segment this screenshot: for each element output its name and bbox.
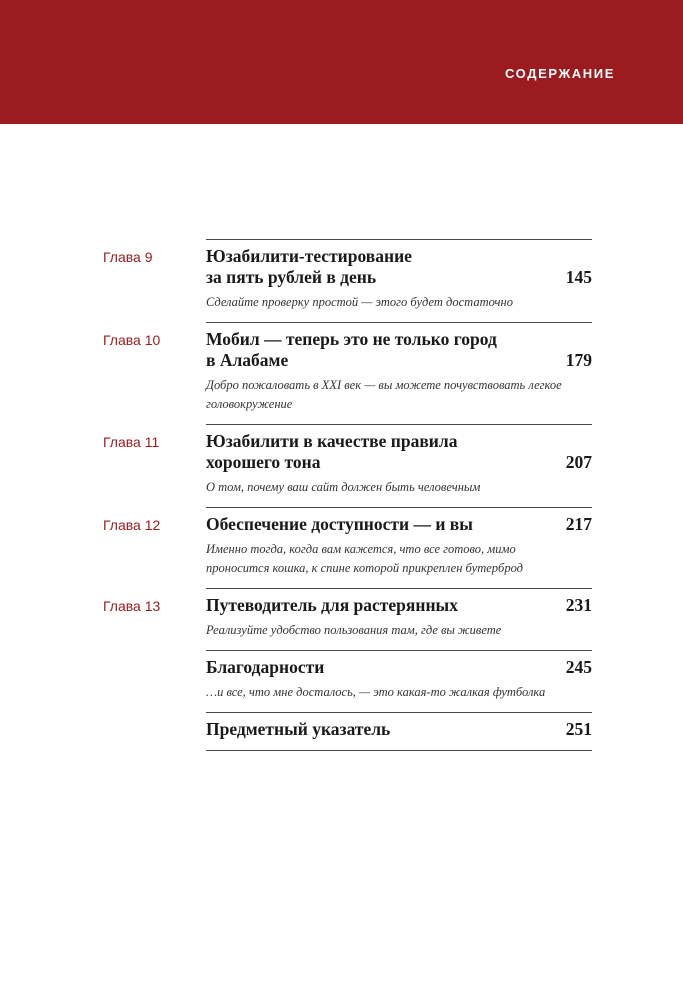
toc-entry[interactable]	[0, 650, 683, 712]
toc-entry-title-line: в Алабаме	[206, 350, 289, 370]
toc-entry-head	[206, 329, 592, 371]
toc-entry-title-line: Путеводитель для растерянных	[206, 595, 458, 615]
toc-entry-subtitle-line: Именно тогда, когда вам кажется, что все готово, мимо	[206, 542, 516, 556]
page-number: 145	[565, 267, 592, 287]
chapter-label: Глава 9	[103, 249, 153, 265]
toc-entry-head	[206, 514, 592, 535]
toc-entry-body	[206, 424, 592, 507]
toc-entry[interactable]	[0, 322, 683, 424]
toc-entry-subtitle	[206, 621, 592, 640]
toc-entry-body	[206, 650, 592, 712]
page-number: 251	[565, 719, 592, 739]
toc-entry-subtitle-line: Добро пожаловать в XXI век — вы можете почувствовать легкое	[206, 378, 562, 392]
toc-entry-head	[206, 719, 592, 740]
toc-entry-title-line: хорошего тона	[206, 452, 321, 472]
toc-entry-subtitle-line: Реализуйте удобство пользования там, где вы живете	[206, 623, 502, 637]
toc-entry-title-line: Благодарности	[206, 657, 325, 677]
page-number: 231	[565, 595, 592, 615]
toc-entry[interactable]	[0, 507, 683, 588]
page-title: СОДЕРЖАНИЕ	[505, 66, 615, 81]
toc-entry-title-line: Юзабилити в качестве правила	[206, 431, 458, 451]
page-number: 217	[565, 514, 592, 534]
toc-end-rule	[206, 750, 592, 752]
chapter-label: Глава 10	[103, 332, 161, 348]
toc-entry-title-line: Мобил — теперь это не только город	[206, 329, 497, 349]
toc-entry-subtitle	[206, 540, 592, 578]
toc-entry[interactable]	[0, 712, 683, 750]
toc-entry-title-line: за пять рублей в день	[206, 267, 377, 287]
toc-entry-subtitle	[206, 683, 592, 702]
page-number: 245	[565, 657, 592, 677]
toc-entry-body	[206, 712, 592, 750]
toc-entry[interactable]	[0, 588, 683, 650]
toc-entry-subtitle-line: Сделайте проверку простой — этого будет достаточно	[206, 295, 513, 309]
toc-entry-subtitle-line: …и все, что мне досталось, — это какая-то жалкая футболка	[206, 685, 546, 699]
toc-entry-subtitle-line: О том, почему ваш сайт должен быть человечным	[206, 480, 481, 494]
toc-entry-subtitle	[206, 478, 592, 497]
toc-entry-subtitle-line: головокружение	[206, 397, 293, 411]
toc-entry-subtitle	[206, 376, 592, 414]
toc-entry-head	[206, 431, 592, 473]
toc-entry-head	[206, 657, 592, 678]
toc-entry-subtitle-line: проносится кошка, к спине которой прикреплен бутерброд	[206, 561, 523, 575]
toc-entry-body	[206, 239, 592, 322]
toc-entry-body	[206, 507, 592, 588]
toc-entry-body	[206, 322, 592, 424]
toc-entry-body	[206, 588, 592, 650]
toc-entry-title-line: Юзабилити-тестирование	[206, 246, 412, 266]
chapter-label: Глава 13	[103, 598, 161, 614]
toc-entry-title-line: Обеспечение доступности — и вы	[206, 514, 473, 534]
toc-entry[interactable]	[0, 239, 683, 322]
toc-entry-head	[206, 595, 592, 616]
table-of-contents	[0, 239, 683, 752]
toc-entry[interactable]	[0, 424, 683, 507]
page-number: 179	[565, 350, 592, 370]
page-number: 207	[565, 452, 592, 472]
toc-entry-subtitle	[206, 293, 592, 312]
toc-entry-head	[206, 246, 592, 288]
toc-entry-title-line: Предметный указатель	[206, 719, 391, 739]
chapter-label: Глава 11	[103, 434, 160, 450]
chapter-label: Глава 12	[103, 517, 161, 533]
header-band	[0, 0, 683, 124]
